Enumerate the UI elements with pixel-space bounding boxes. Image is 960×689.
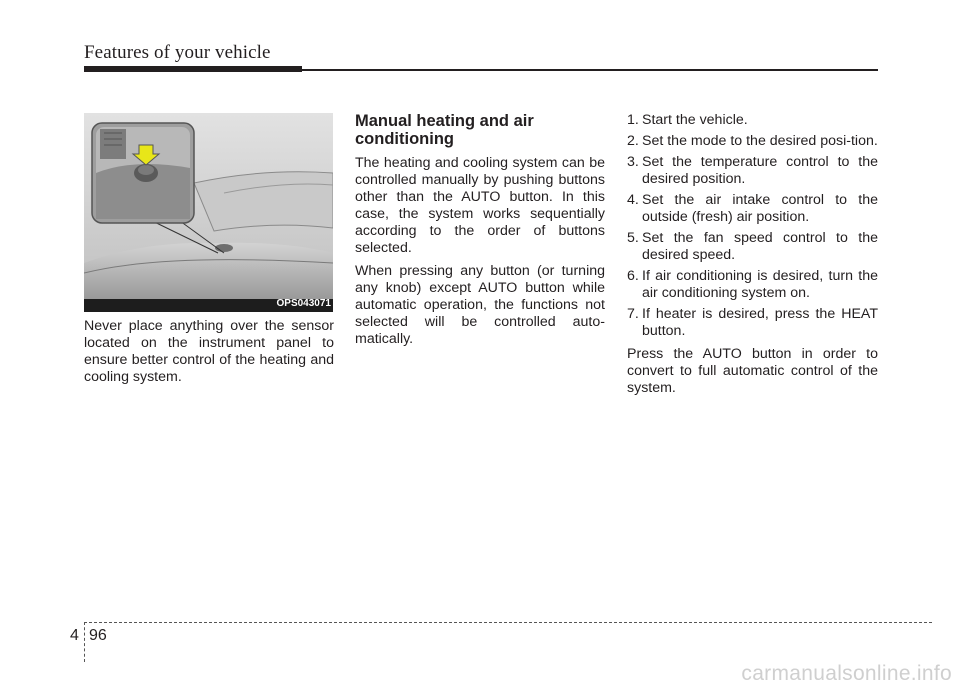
- auto-button-paragraph: Press the AUTO button in order to convert to full automatic control of the system.: [627, 346, 878, 396]
- step-number: 5.: [627, 230, 639, 246]
- step-text: Set the air intake control to the outside (fresh) air position.: [642, 192, 878, 225]
- page-number-divider: [84, 622, 85, 662]
- sensor-location-illustration: [84, 113, 333, 312]
- figure-code: OPS043071: [276, 298, 331, 309]
- step-text: If air conditioning is desired, turn the air conditioning system on.: [642, 268, 878, 301]
- step-text: Set the temperature control to the desired position.: [642, 154, 878, 187]
- header-rule-thick: [84, 66, 302, 72]
- list-item: [627, 133, 878, 150]
- list-item: [627, 112, 878, 129]
- step-number: 6.: [627, 268, 639, 284]
- chapter-number: 4: [70, 627, 79, 644]
- header-rule-thin: [302, 69, 878, 71]
- footer-divider: [84, 622, 932, 623]
- list-item: [627, 306, 878, 340]
- watermark: carmanualsonline.info: [741, 662, 952, 685]
- right-column: [627, 112, 878, 403]
- page-number: 96: [89, 627, 107, 644]
- step-text: Start the vehicle.: [642, 112, 748, 128]
- list-item: [627, 192, 878, 226]
- section-title: Manual heating and air conditioning: [355, 112, 534, 148]
- step-number: 3.: [627, 154, 639, 170]
- list-item: [627, 230, 878, 264]
- knob-paragraph: When pressing any button (or turning any knob) except AUTO button while automatic operation, the functions not selected will be controlled auto-matically.: [355, 263, 605, 347]
- list-item: [627, 154, 878, 188]
- step-text: Set the fan speed control to the desired speed.: [642, 230, 878, 263]
- step-number: 2.: [627, 133, 639, 149]
- sensor-warning-paragraph: Never place anything over the sensor located on the instrument panel to ensure better control of the heating and cooling system.: [84, 318, 334, 385]
- step-text: Set the mode to the desired posi-tion.: [642, 133, 878, 149]
- manual-control-paragraph: The heating and cooling system can be controlled manually by pushing buttons other than the AUTO button. In this case, the system works sequentially according to the order of buttons selected.: [355, 155, 605, 256]
- dashboard-illustration: [84, 113, 333, 312]
- step-text: If heater is desired, press the HEAT button.: [642, 306, 878, 339]
- list-item: [627, 268, 878, 302]
- steps-list: [627, 112, 878, 340]
- left-column: [84, 318, 334, 392]
- step-number: 4.: [627, 192, 639, 208]
- header-title: Features of your vehicle: [84, 42, 271, 63]
- middle-column: [355, 112, 605, 354]
- step-number: 7.: [627, 306, 639, 322]
- step-number: 1.: [627, 112, 639, 128]
